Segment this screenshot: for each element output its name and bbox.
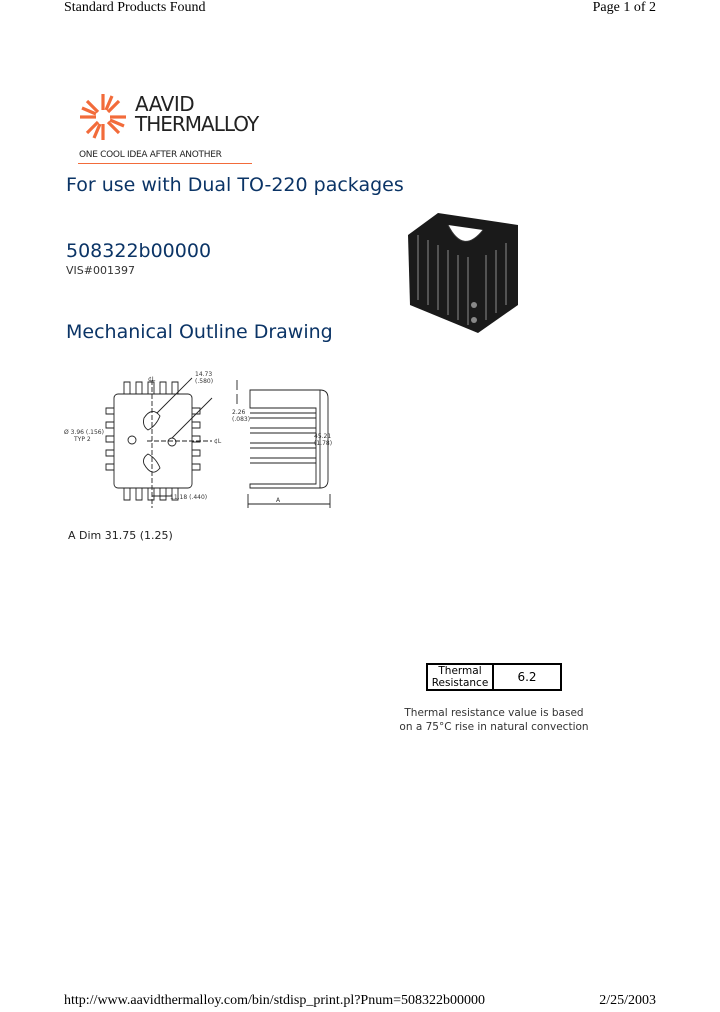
thermal-note: Thermal resistance value is based on a 75°C rise in natural convection [399,707,589,733]
page-number: Page 1 of 2 [592,0,656,15]
a-dim-label: A [276,497,281,504]
thermal-resistance-label [427,664,493,690]
label-line1: Thermal [438,665,482,677]
thermal-resistance-table [426,663,562,691]
fin-dim: 2.26 [232,409,246,416]
a-dimension: A Dim 31.75 (1.25) [68,529,173,542]
centerline-label-right: ¢L [214,438,222,445]
product-photo [398,205,524,337]
height-dim: 45.21 [314,433,332,440]
aavid-logo [78,90,259,166]
logo-underline [78,163,252,164]
vis-number: VIS#001397 [66,264,135,277]
hole-dim: Ø 3.96 (.156) [64,429,104,436]
hole-typ: TYP 2 [74,436,91,443]
drawing-heading: Mechanical Outline Drawing [66,321,333,343]
sunburst-icon [78,92,128,142]
page-header-title: Standard Products Found [64,0,206,15]
logo-tagline: ONE COOL IDEA AFTER ANOTHER [79,150,222,160]
centerline-label-top: ¢L [148,376,156,383]
diag-dim: 14.73 [195,371,213,378]
offset-dim: 11.18 (.440) [170,494,208,501]
footer-url: http://www.aavidthermalloy.com/bin/stdisp_print.pl?Pnum=508322b00000 [64,993,485,1008]
logo-line1: AAVID [135,92,195,116]
fin-dim-in: (.083) [232,416,251,423]
label-line2: Resistance [431,677,489,689]
height-dim-in: (1.78) [314,440,333,447]
diag-dim-in: (.580) [195,378,214,385]
logo-line2: THERMALLOY [135,112,259,136]
footer-date: 2/25/2003 [599,993,656,1008]
thermal-resistance-value: 6.2 [493,664,561,690]
mechanical-drawing [62,368,352,513]
part-number: 508322b00000 [66,240,212,262]
product-description: For use with Dual TO-220 packages [66,174,404,196]
